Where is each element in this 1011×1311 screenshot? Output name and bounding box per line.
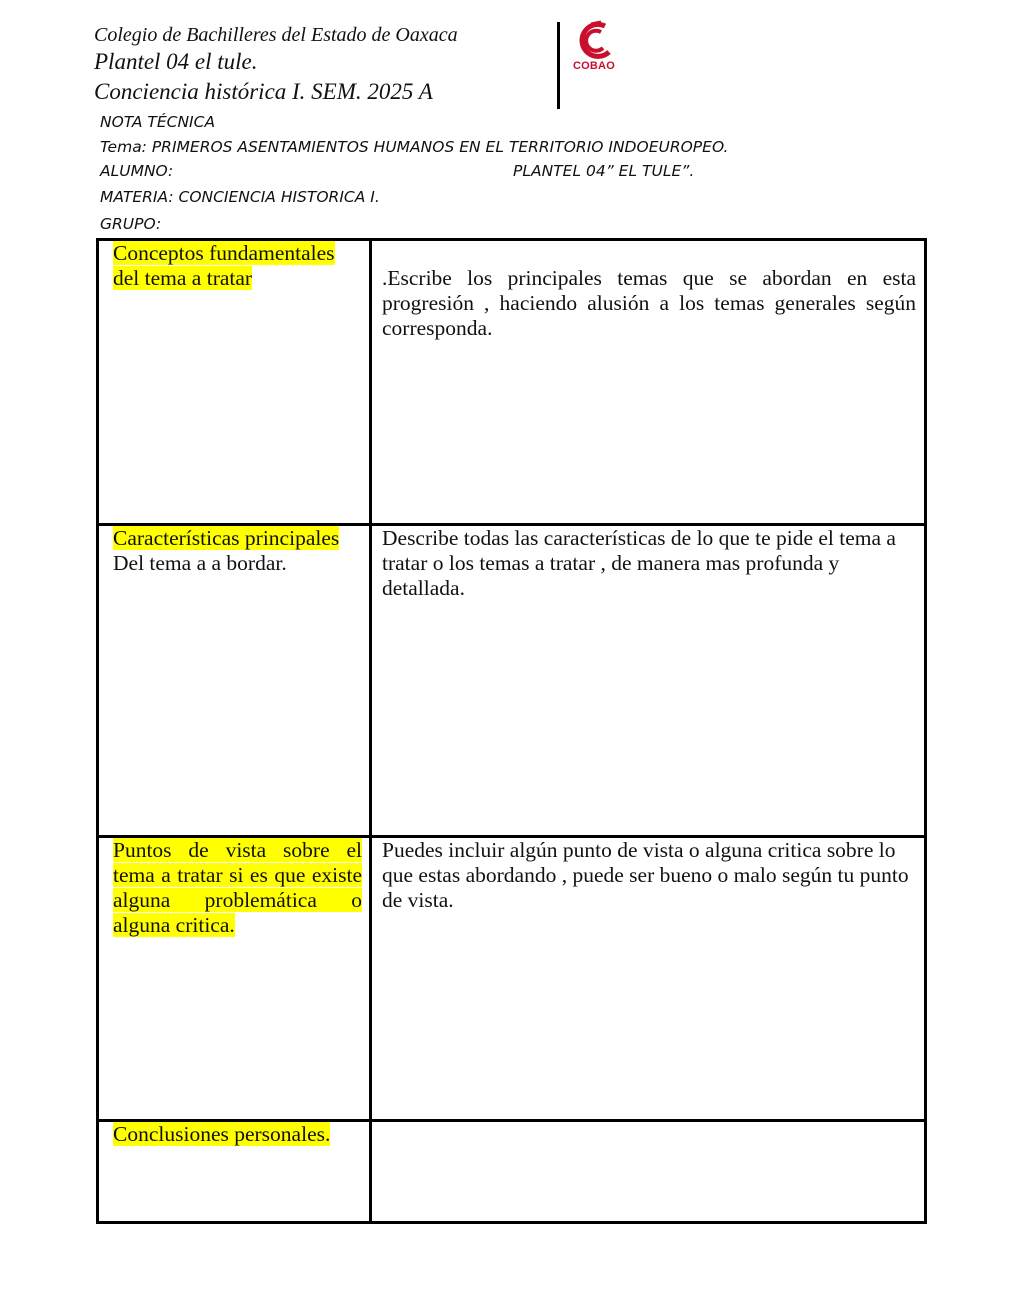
topic-line: Tema: PRIMEROS ASENTAMIENTOS HUMANOS EN EL TERRITORIO INDOEUROPEO. [100, 138, 729, 156]
row-label-highlight: Conclusiones personales. [113, 1122, 331, 1146]
row-label-cell [98, 837, 371, 1121]
row-text-cell[interactable] [371, 837, 926, 1121]
row-text: Describe todas las características de lo que te pide el tema a tratar o los temas a tratar , de manera mas profunda y detallada. [382, 526, 896, 600]
table-row [98, 837, 926, 1121]
row-text-cell[interactable] [371, 1121, 926, 1223]
group-label: GRUPO: [100, 215, 162, 233]
campus-name: Plantel 04 el tule. [94, 49, 258, 74]
header-divider [557, 22, 560, 109]
technical-note-table [96, 238, 927, 1224]
row-text-cell[interactable] [371, 240, 926, 525]
logo-text: COBAO [573, 60, 615, 72]
doc-type: NOTA TÉCNICA [100, 113, 216, 131]
school-name: Colegio de Bachilleres del Estado de Oaxaca [94, 24, 458, 46]
table-row [98, 525, 926, 837]
row-label-extra: Del tema a a bordar. [113, 551, 287, 575]
row-text: .Escribe los principales temas que se abordan en esta progresión , haciendo alusión a los temas generales según corresponda. [382, 266, 916, 340]
subject-line: MATERIA: CONCIENCIA HISTORICA I. [100, 188, 380, 206]
student-label: ALUMNO: [100, 162, 174, 180]
table-row [98, 1121, 926, 1223]
course-semester: Conciencia histórica I. SEM. 2025 A [94, 79, 433, 104]
table-row [98, 240, 926, 525]
row-text: Puedes incluir algún punto de vista o alguna critica sobre lo que estas abordando , puede ser bueno o malo según tu punto de vista. [382, 838, 909, 912]
row-label-cell [98, 240, 371, 525]
row-label-highlight: Conceptos fundamentales del tema a tratar [113, 241, 335, 290]
row-label-cell [98, 1121, 371, 1223]
row-label-highlight: Características principales [113, 526, 340, 550]
row-label-cell [98, 525, 371, 837]
campus-label: PLANTEL 04” EL TULE”. [513, 162, 695, 180]
row-text-cell[interactable] [371, 525, 926, 837]
row-label-highlight: Puntos de vista sobre el tema a tratar si es que existe alguna problemática o alguna critica. [113, 838, 362, 937]
